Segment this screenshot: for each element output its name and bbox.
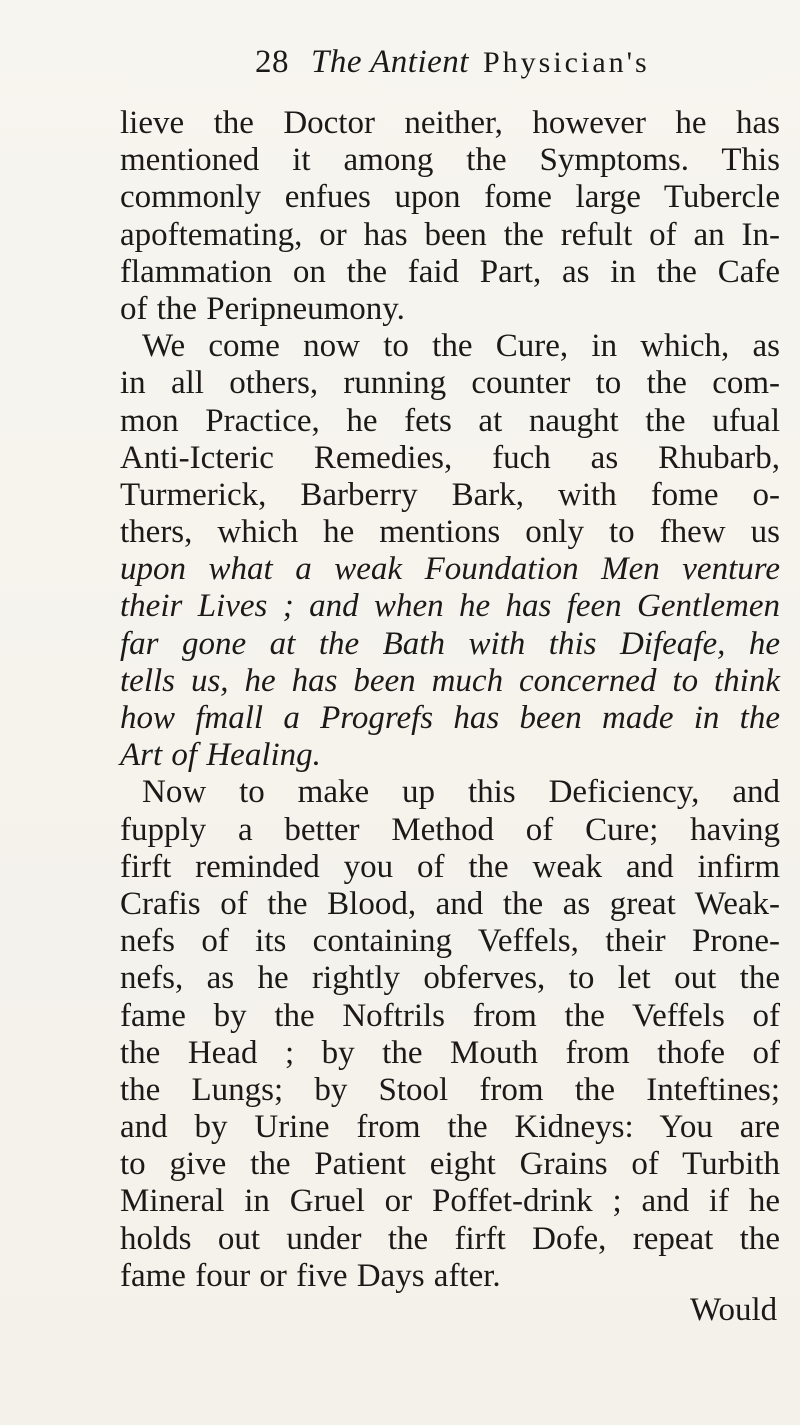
text-line: to give the Patient eight Grains of Turbith bbox=[120, 1146, 780, 1183]
text-line: Mineral in Gruel or Poffet-drink ; and if he bbox=[120, 1183, 780, 1220]
text-line: lieve the Doctor neither, however he has bbox=[120, 105, 780, 141]
text-line: fame by the Noftrils from the Veffels of bbox=[120, 997, 780, 1034]
text-line: mentioned it among the Symptoms. This bbox=[120, 142, 780, 179]
text-line: We come now to the Cure, in which, as bbox=[142, 328, 780, 365]
text-line: far gone at the Bath with this Difeafe, he bbox=[120, 625, 780, 662]
text-line: their Lives ; and when he has feen Gentlemen bbox=[120, 588, 780, 625]
text-line: commonly enfues upon fome large Tubercle bbox=[120, 179, 780, 216]
page-number: 28 bbox=[255, 44, 289, 80]
text-line: fame four or five Days after. bbox=[120, 1257, 501, 1294]
catchword: Would bbox=[690, 1292, 778, 1328]
text-line: Art of Healing. bbox=[120, 737, 321, 774]
text-line: firft reminded you of the weak and infirm bbox=[120, 848, 780, 885]
text-line: Now to make up this Deficiency, and bbox=[142, 774, 780, 811]
body-text bbox=[120, 105, 780, 1295]
text-line: nefs, as he rightly obferves, to let out the bbox=[120, 960, 780, 997]
text-line: mon Practice, he fets at naught the ufual bbox=[120, 402, 780, 439]
text-line: fupply a better Method of Cure; having bbox=[120, 811, 780, 848]
text-line: the Head ; by the Mouth from thofe of bbox=[120, 1034, 780, 1071]
text-line: Crafis of the Blood, and the as great Weak- bbox=[120, 885, 780, 922]
text-line: thers, which he mentions only to fhew us bbox=[120, 514, 780, 551]
text-line: and by Urine from the Kidneys: You are bbox=[120, 1109, 780, 1146]
text-line: upon what a weak Foundation Men venture bbox=[120, 551, 780, 588]
text-line: holds out under the firft Dofe, repeat the bbox=[120, 1220, 780, 1257]
text-line: tells us, he has been much concerned to think bbox=[120, 662, 780, 699]
text-line: nefs of its containing Veffels, their Prone- bbox=[120, 923, 780, 960]
text-line: in all others, running counter to the com- bbox=[120, 365, 780, 402]
header-title: The Antient bbox=[311, 44, 469, 80]
text-line: Anti-Icteric Remedies, fuch as Rhubarb, bbox=[120, 439, 780, 476]
text-line: flammation on the faid Part, as in the Cafe bbox=[120, 253, 780, 290]
text-line: how fmall a Progrefs has been made in the bbox=[120, 700, 780, 736]
running-header bbox=[255, 44, 650, 81]
header-running-head: Physician's bbox=[482, 46, 650, 79]
text-line: of the Peripneumony. bbox=[120, 290, 405, 327]
text-line: Turmerick, Barberry Bark, with fome o- bbox=[120, 476, 780, 513]
text-line: apoftemating, or has been the refult of an In- bbox=[120, 216, 780, 253]
text-line: the Lungs; by Stool from the Inteftines; bbox=[120, 1071, 780, 1108]
